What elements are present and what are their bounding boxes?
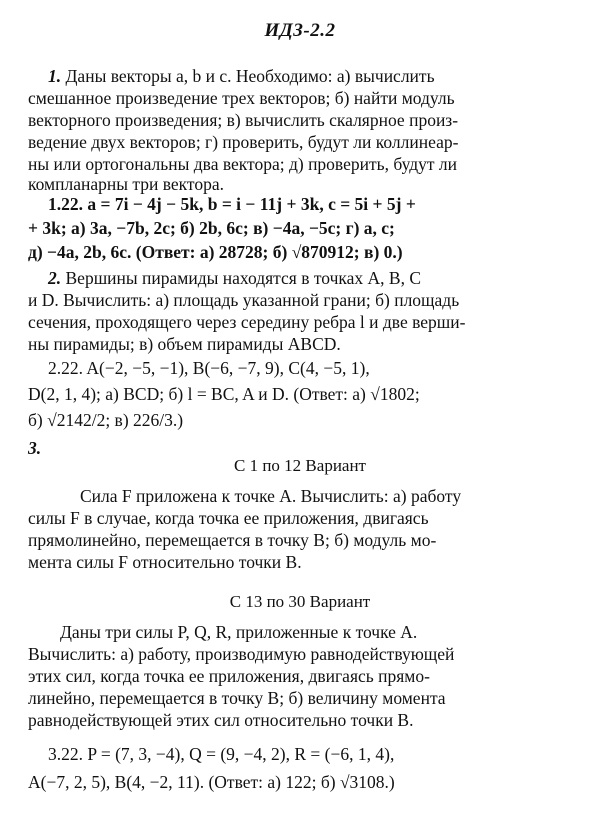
task1-text-line: ведение двух векторов; г) проверить, будут ли коллинеар- [28, 132, 459, 152]
task3a-text-line: мента силы F относительно точки B. [28, 552, 302, 572]
task2-text-line: и D. Вычислить: а) площадь указанной грани; б) площадь [28, 290, 460, 310]
task1-text-line: Даны векторы a, b и c. Необходимо: а) вычислить [65, 66, 435, 86]
task3b-text-line: Вычислить: а) работу, производимую равнодействующей [28, 644, 455, 664]
task3b-text-line: линейно, перемещается в точку B; б) величину момента [28, 688, 446, 708]
task1-number: 1. [48, 66, 62, 86]
task3-heading-variants-13-30: С 13 по 30 Вариант [229, 592, 371, 611]
task3a-text-line: силы F в случае, когда точка ее приложения, двигаясь [28, 508, 429, 528]
task3-answer-line: A(−7, 2, 5), B(4, −2, 11). (Ответ: а) 122; б) √3108.) [28, 772, 395, 792]
task2-line-1 [48, 268, 600, 288]
task2-number: 2. [48, 268, 62, 288]
task3b-text-line: равнодействующей этих сил относительно точки B. [28, 710, 414, 730]
task1-text-line: смешанное произведение трех векторов; б) найти модуль [28, 88, 455, 108]
task2-text-line: Вершины пирамиды находятся в точках A, B, C [65, 268, 421, 288]
task2-variant-line: D(2, 1, 4); а) BCD; б) l = BC, A и D. (Ответ: а) √1802; [28, 384, 420, 404]
task1-variant-line: + 3k; а) 3a, −7b, 2c; б) 2b, 6c; в) −4a, −5c; г) a, c; [28, 218, 395, 238]
task1-text-line: компланарны три вектора. [28, 174, 224, 194]
task1-answer-line: д) −4a, 2b, 6c. (Ответ: а) 28728; б) √870912; в) 0.) [28, 242, 403, 262]
document-title: ИДЗ-2.2 [264, 20, 336, 41]
task3-heading-variants-1-12: С 1 по 12 Вариант [234, 456, 366, 475]
task2-answer-line: б) √2142/2; в) 226/3.) [28, 410, 184, 430]
task1-line-1 [48, 66, 578, 86]
task1-variant-line: 1.22. a = 7i − 4j − 5k, b = i − 11j + 3k, c = 5i + 5j + [48, 194, 416, 214]
task1-text-line: ны или ортогональны два вектора; д) проверить, будут ли [28, 154, 458, 174]
task3b-text-line: этих сил, когда точка ее приложения, двигаясь прямо- [28, 666, 430, 686]
task3a-text-line: прямолинейно, перемещается в точку B; б) модуль мо- [28, 530, 437, 550]
task3b-text-line: Даны три силы P, Q, R, приложенные к точке A. [60, 622, 418, 642]
task3-number: 3. [28, 438, 42, 458]
task2-text-line: сечения, проходящего через середину ребра l и две верши- [28, 312, 466, 332]
task1-text-line: векторного произведения; в) вычислить скалярное произ- [28, 110, 459, 130]
task3-variant-line: 3.22. P = (7, 3, −4), Q = (9, −4, 2), R = (−6, 1, 4), [48, 744, 395, 764]
task2-variant-line: 2.22. A(−2, −5, −1), B(−6, −7, 9), C(4, −5, 1), [48, 358, 370, 378]
task2-text-line: ны пирамиды; в) объем пирамиды ABCD. [28, 334, 341, 354]
task3a-text-line: Сила F приложена к точке A. Вычислить: а) работу [80, 486, 462, 506]
